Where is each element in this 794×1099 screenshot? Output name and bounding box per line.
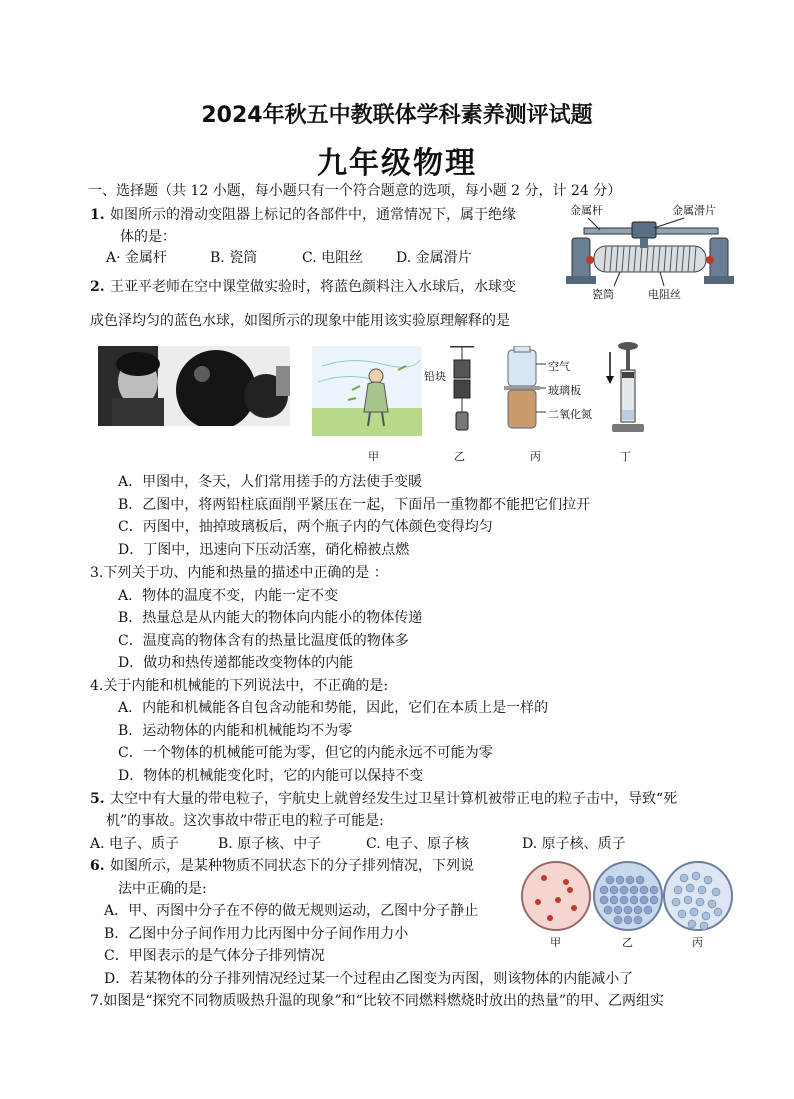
q4-option-c: C．一个物体的机械能可能为零，但它的内能永远不可能为零: [118, 745, 493, 761]
q5-number: 5.: [90, 791, 105, 807]
q2-number: 2.: [90, 279, 105, 295]
q6-option-b: B．乙图中分子间作用力比丙图中分子间作用力小: [104, 926, 409, 942]
molecule-caption-bing: 丙: [692, 936, 703, 949]
rheostat-figure: [560, 200, 740, 302]
q4-option-d: D．物体的机械能变化时，它的内能可以保持不变: [118, 768, 424, 784]
q5-stem-line2: 机”的事故。这次事故中带正电的粒子可能是:: [106, 813, 384, 829]
q6-option-a: A．甲、丙图中分子在不停的做无规则运动，乙图中分子静止: [104, 903, 479, 919]
q3-option-b: B．热量总是从内能大的物体向内能小的物体传递: [118, 610, 423, 626]
rheostat-label-tube: 瓷筒: [592, 288, 614, 301]
q4-option-a: A．内能和机械能各自包含动能和势能，因此，它们在本质上是一样的: [118, 700, 549, 716]
q3-option-c: C．温度高的物体含有的热量比温度低的物体多: [118, 633, 409, 649]
air-label: 空气: [548, 360, 570, 373]
rheostat-label-rod: 金属杆: [570, 204, 603, 217]
molecule-figure: [520, 860, 734, 952]
q3-option-a: A．物体的温度不变，内能一定不变: [118, 588, 339, 604]
q1-option-a: A· 金属杆: [106, 250, 168, 266]
rheostat-label-wire: 电阻丝: [648, 288, 681, 301]
q5-stem-line1: 太空中有大量的带电粒子，宇航史上就曾经发生过卫星计算机被带正电的粒子击中，导致“死: [110, 791, 678, 807]
q5-option-a: A. 电子、质子: [90, 836, 180, 852]
q2-option-d: D．丁图中，迅速向下压动活塞，硝化棉被点燃: [118, 542, 410, 558]
q2-stem-line2: 成色泽均匀的蓝色水球，如图所示的现象中能用该实验原理解释的是: [90, 313, 510, 329]
q3-option-d: D．做功和热传递都能改变物体的内能: [118, 655, 354, 671]
q2-stem-line1: 王亚平老师在空中课堂做实验时，将蓝色颜料注入水球后，水球变: [110, 279, 516, 295]
q4-stem: 4.关于内能和机械能的下列说法中，不正确的是:: [90, 678, 389, 694]
figure-yi: [424, 346, 490, 436]
q6-number: 6.: [90, 858, 105, 874]
caption-bing: 丙: [530, 450, 541, 463]
exam-title: 2024年秋五中教联体学科素养测评试题: [201, 103, 593, 128]
q6-stem-line2: 法中正确的是:: [118, 881, 207, 897]
q5-option-d: D. 原子核、质子: [522, 836, 626, 852]
q7-stem: 7.如图是“探究不同物质吸热升温的现象”和“比较不同燃料燃烧时放出的热量”的甲、乙两组实: [90, 993, 664, 1009]
q6-option-c: C．甲图表示的是气体分子排列情况: [104, 948, 325, 964]
water-ball-photo: [98, 346, 290, 426]
rheostat-label-slider: 金属滑片: [672, 204, 716, 217]
q5-option-b: B. 原子核、中子: [218, 836, 322, 852]
no2-label: 二氧化氮: [548, 408, 592, 421]
q1-option-c: C. 电阻丝: [302, 250, 364, 266]
caption-ding: 丁: [620, 450, 631, 463]
q2-option-b: B．乙图中，将两铅柱底面削平紧压在一起，下面吊一重物都不能把它们拉开: [118, 497, 591, 513]
figure-ding: [604, 340, 644, 436]
molecule-caption-yi: 乙: [622, 936, 633, 949]
lead-block-label: 铅块: [424, 370, 446, 383]
q6-stem-line1: 如图所示，是某种物质不同状态下的分子排列情况，下列说: [110, 858, 474, 874]
subject-title: 九年级物理: [317, 146, 477, 181]
q4-option-b: B．运动物体的内能和机械能均不为零: [118, 723, 353, 739]
q6-option-d: D．若某物体的分子排列情况经过某一个过程由乙图变为丙图，则该物体的内能减小了: [104, 971, 634, 987]
caption-jia: 甲: [368, 450, 379, 463]
caption-yi: 乙: [454, 450, 465, 463]
molecule-caption-jia: 甲: [550, 936, 561, 949]
glass-label: 玻璃板: [548, 384, 581, 397]
section-heading: 一、选择题（共 12 小题，每小题只有一个符合题意的选项，每小题 2 分，计 24 分）: [88, 183, 622, 199]
q1-stem-line2: 体的是：: [120, 229, 176, 245]
figure-jia: [312, 346, 422, 436]
q1-option-d: D. 金属滑片: [396, 250, 472, 266]
q5-option-c: C. 电子、原子核: [366, 836, 470, 852]
q1-number: 1.: [90, 207, 105, 223]
q3-stem: 3.下列关于功、内能和热量的描述中正确的是 ：: [90, 565, 388, 581]
q2-option-c: C．丙图中，抽掉玻璃板后，两个瓶子内的气体颜色变得均匀: [118, 519, 493, 535]
figure-bing: [504, 346, 604, 436]
q2-option-a: A．甲图中，冬天，人们常用搓手的方法使手变暖: [118, 474, 423, 490]
q1-option-b: B. 瓷筒: [210, 250, 258, 266]
q1-stem-line1: 如图所示的滑动变阻器上标记的各部件中，通常情况下，属于绝缘: [110, 207, 516, 223]
